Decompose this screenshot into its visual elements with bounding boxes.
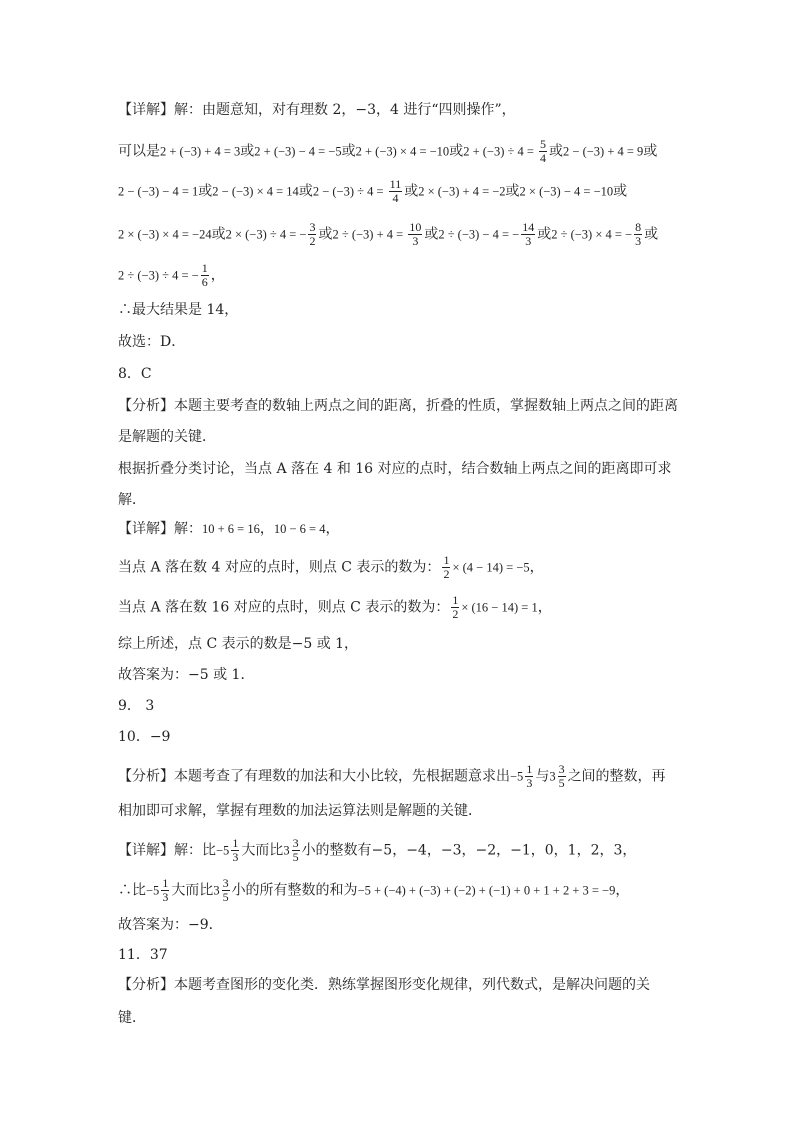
line-8 [118, 364, 152, 384]
fraction-denominator: 5 [558, 776, 565, 790]
text-run: ， [210, 267, 225, 284]
math-expression: 2 × (−3) − 4 = −10 [519, 184, 614, 199]
fraction [408, 221, 422, 248]
text-run: 【详解】解：比 [118, 842, 216, 859]
math-expression: 2 ÷ (−3) × 4 = − [551, 227, 633, 242]
line-1 [118, 100, 516, 120]
fraction [558, 763, 566, 790]
line-15 [118, 594, 552, 621]
fraction-numerator: 1 [452, 593, 459, 607]
math-expression: × (16 − 14) = 1 [461, 600, 538, 615]
line-text: 8．C [118, 366, 152, 382]
fraction-denominator: 6 [201, 275, 208, 289]
text-run: 可以是 [118, 143, 160, 160]
fraction [292, 837, 300, 864]
line-text: 【分析】本题主要考查的数轴上两点之间的距离，折叠的性质，掌握数轴上两点之间的距离 [118, 398, 678, 414]
fraction [389, 178, 403, 205]
text-run: ， [529, 559, 544, 576]
line-5 [118, 262, 225, 289]
text-run: 或 [505, 183, 520, 200]
text-run: 【分析】本题考查了有理数的加法和大小比较，先根据题意求出 [118, 768, 510, 785]
math-expression: 2 ÷ (−3) + 4 = [332, 227, 407, 242]
line-16 [118, 634, 358, 654]
math-expression: × (4 − 14) = −5 [452, 560, 530, 575]
line-text: 综上所述，点 C 表示的数是−5 或 1， [118, 636, 359, 652]
line-11 [118, 459, 672, 479]
line-6 [118, 300, 238, 320]
fraction [539, 138, 547, 165]
fraction-numerator: 1 [201, 261, 208, 275]
line-text: ∴最大结果是 14， [118, 302, 239, 318]
fraction-numerator: 11 [389, 177, 402, 191]
text-run: 或 [198, 183, 213, 200]
fraction-numerator: 1 [162, 876, 169, 890]
fraction-denominator: 3 [162, 890, 169, 904]
text-run: 【详解】解： [118, 521, 202, 537]
text-run: 或 [424, 226, 439, 243]
math-expression: 2 + (−3) + 4 = 3 [160, 144, 241, 159]
line-text: 故选：D． [118, 334, 186, 350]
fraction-denominator: 5 [222, 890, 229, 904]
fraction-numerator: 14 [522, 220, 535, 234]
line-20 [118, 763, 666, 790]
fraction-numerator: 3 [222, 876, 229, 890]
fraction [451, 594, 459, 621]
math-expression: −5 [510, 769, 524, 784]
text-run: ， [537, 599, 552, 616]
math-expression: 2 − (−3) + 4 = 9 [563, 144, 644, 159]
line-19 [118, 727, 170, 747]
text-run: 大而比 [171, 882, 214, 899]
line-27 [118, 1008, 146, 1028]
fraction [231, 837, 239, 864]
text-run: ， [325, 521, 340, 537]
fraction-denominator: 2 [443, 567, 450, 581]
text-run: 或 [549, 143, 564, 160]
line-text: 故答案为：−9． [118, 917, 223, 933]
line-text: 是解题的关键． [118, 429, 216, 445]
line-25 [118, 945, 168, 965]
line-13 [118, 519, 339, 539]
text-run: ， [615, 882, 630, 899]
math-expression: 3 [549, 769, 556, 784]
fraction-numerator: 3 [292, 836, 299, 850]
line-23 [118, 877, 629, 904]
line-text: 键． [118, 1010, 146, 1026]
fraction-denominator: 3 [526, 776, 533, 790]
fraction [634, 221, 642, 248]
fraction-numerator: 1 [443, 553, 450, 567]
line-text: 11．37 [118, 947, 168, 963]
fraction-denominator: 5 [292, 850, 299, 864]
text-run: 大而比 [241, 842, 284, 859]
line-2 [118, 138, 657, 165]
text-run: 或 [318, 226, 333, 243]
line-text: 相加即可求解，掌握有理数的加法运算法则是解题的关键． [118, 803, 482, 819]
fraction [442, 554, 450, 581]
line-10 [118, 427, 216, 447]
line-17 [118, 665, 254, 685]
fraction-numerator: 8 [635, 220, 642, 234]
line-text: 10．−9 [118, 729, 171, 745]
line-4 [118, 221, 658, 248]
text-run: ， [259, 521, 274, 537]
fraction-numerator: 1 [232, 836, 239, 850]
fraction-numerator: 3 [309, 220, 316, 234]
line-26 [118, 975, 650, 995]
text-run: 小的整数有−5，−4，−3，−2，−1，0，1，2，3， [301, 842, 637, 859]
math-expression: 2 ÷ (−3) − 4 = − [438, 227, 520, 242]
fraction-denominator: 3 [232, 850, 239, 864]
line-18 [118, 696, 154, 716]
math-expression: 2 × (−3) + 4 = −2 [418, 184, 506, 199]
fraction [308, 221, 316, 248]
math-expression: 2 + (−3) − 4 = −5 [254, 144, 342, 159]
math-expression: 2 − (−3) − 4 = 1 [118, 184, 199, 199]
text-run: 或 [643, 143, 658, 160]
math-expression: 3 [213, 883, 220, 898]
text-run: 或 [644, 226, 659, 243]
math-expression: 2 × (−3) ÷ 4 = − [225, 227, 307, 242]
fraction-denominator: 4 [392, 191, 399, 205]
math-expression: 2 + (−3) ÷ 4 = [463, 144, 538, 159]
line-7 [118, 332, 185, 352]
fraction-denominator: 2 [452, 607, 459, 621]
fraction [222, 877, 230, 904]
math-expression: 2 ÷ (−3) ÷ 4 = − [118, 268, 199, 283]
math-expression: 2 − (−3) ÷ 4 = [312, 184, 387, 199]
fraction-denominator: 3 [412, 234, 419, 248]
fraction [521, 221, 535, 248]
line-21 [118, 801, 482, 821]
text-run: 或 [537, 226, 552, 243]
text-run: 之间的整数，再 [567, 768, 666, 785]
text-run: 或 [240, 143, 255, 160]
line-text: 【分析】本题考查图形的变化类．熟练掌握图形变化规律，列代数式，是解决问题的关 [118, 977, 650, 993]
text-run: 当点 A 落在数 16 对应的点时，则点 C 表示的数为： [118, 599, 450, 616]
math-expression: 2 − (−3) × 4 = 14 [212, 184, 299, 199]
math-expression: 10 + 6 = 16 [202, 522, 260, 536]
text-run: 或 [211, 226, 226, 243]
line-9 [118, 396, 678, 416]
math-expression: −5 [146, 883, 160, 898]
text-run: 或 [613, 183, 628, 200]
text-run: 或 [298, 183, 313, 200]
line-text: 根据折叠分类讨论，当点 A 落在 4 和 16 对应的点时，结合数轴上两点之间的距离即可求 [118, 461, 672, 477]
math-expression: −5 + (−4) + (−3) + (−2) + (−1) + 0 + 1 + 2 + 3 = −9 [357, 883, 616, 898]
text-run: 或 [404, 183, 419, 200]
fraction-numerator: 1 [526, 762, 533, 776]
line-text: 解． [118, 492, 146, 508]
fraction [525, 763, 533, 790]
math-expression: 10 − 6 = 4 [273, 522, 326, 536]
text-run: 或 [449, 143, 464, 160]
line-12 [118, 490, 146, 510]
text-run: 与 [535, 768, 550, 785]
line-text: 【详解】解：由题意知，对有理数 2，−3，4 进行“四则操作”， [118, 102, 516, 118]
fraction-denominator: 2 [309, 234, 316, 248]
fraction-numerator: 10 [409, 220, 422, 234]
line-text: 故答案为：−5 或 1． [118, 667, 255, 683]
text-run: ∴比 [118, 882, 146, 899]
math-expression: 2 + (−3) × 4 = −10 [355, 144, 450, 159]
line-14 [118, 554, 544, 581]
line-3 [118, 178, 627, 205]
line-24 [118, 915, 223, 935]
fraction-numerator: 3 [558, 762, 565, 776]
text-run: 小的所有整数的和为 [231, 882, 358, 899]
line-text: 9． 3 [118, 698, 155, 714]
text-run: 当点 A 落在数 4 对应的点时，则点 C 表示的数为： [118, 559, 441, 576]
fraction-denominator: 4 [540, 151, 547, 165]
fraction-denominator: 3 [635, 234, 642, 248]
math-expression: −5 [216, 843, 230, 858]
text-run: 或 [341, 143, 356, 160]
line-22 [118, 837, 636, 864]
fraction-numerator: 5 [540, 137, 547, 151]
math-expression: 3 [283, 843, 290, 858]
fraction [201, 262, 209, 289]
fraction-denominator: 3 [525, 234, 532, 248]
math-expression: 2 × (−3) × 4 = −24 [118, 227, 212, 242]
fraction [161, 877, 169, 904]
